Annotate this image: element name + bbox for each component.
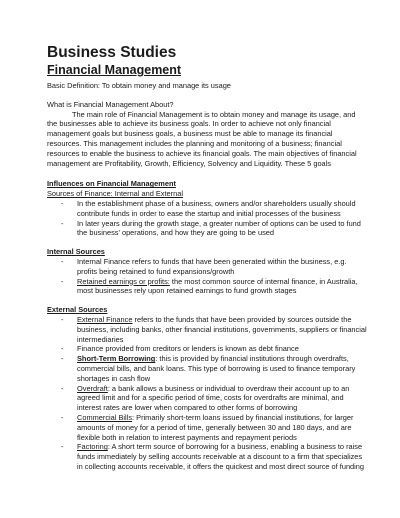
about-heading: What is Financial Management About? — [47, 99, 174, 109]
list-item: - Finance provided from creditors or lenders is known as debt finance — [61, 344, 299, 354]
list-item: - External Finance refers to the funds that have been provided by sources outside the business, including banks, other financial institutions, governments, suppliers or financial intermediaries — [61, 314, 367, 344]
term: External Finance — [77, 314, 133, 324]
term: Factoring — [77, 442, 108, 452]
document-body — [47, 81, 367, 472]
term: Overdraft — [77, 383, 108, 393]
list-item: - In the establishment phase of a business, owners and/or shareholders usually should contribute funds in order to ease the startup and initial processes of the business — [61, 198, 356, 218]
influences-heading: Influences on Financial Management — [47, 179, 176, 189]
list-item: - In later years during the growth stage, a greater number of options can be used to fund the business' operations, and how they are going to be used — [61, 218, 361, 238]
page-title: Business Studies — [47, 44, 177, 61]
term: Retained earnings or profits: — [77, 276, 170, 286]
basic-definition: Basic Definition: To obtain money and manage its usage — [47, 81, 231, 90]
sources-heading: Sources of Finance: Internal and External — [47, 189, 183, 199]
list-item: - Commercial Bills: Primarily short-term loans issued by financial institutions, for larger amounts of money for a period of time, generally between 30 and 180 days, and are flexible both in relation to interest payments and repayment periods — [61, 412, 354, 442]
section-title: Financial Management — [47, 63, 182, 77]
list-item: - Short-Term Borrowing: this is provided by financial institutions through overdrafts, commercial bills, and bank loans. This type of borrowing is used to finance temporary shortages in cash flow — [61, 354, 356, 383]
internal-heading: Internal Sources — [47, 247, 105, 257]
list-item: - Overdraft: a bank allows a business or individual to overdraw their account up to an agreed limit and for a specific period of time, costs for overdrafts are minimal, and interest rates are lower when compared to other forms of borrowing — [61, 383, 350, 413]
about-paragraph: The main role of Financial Management is to obtain money and manage its usage, and the businesses able to achieve its business goals. In order to achieve not only financial management goals but business goals, a business must be able to manage its financial resources. This management includes the planning and monitoring of a business; financial resources to enable the business to achieve its financial goals. The main objectives of financial management are Profitability, Growth, Efficiency, Solvency and Liquidity. These 5 goals — [47, 109, 357, 168]
list-item: - Internal Finance refers to funds that have been generated within the business, e.g. profits being retained to fund expansions/growth — [61, 256, 347, 276]
term: Short-Term Borrowing — [77, 354, 156, 364]
term: Commercial Bills — [77, 412, 133, 422]
external-heading: External Sources — [47, 305, 108, 315]
list-item: - Retained earnings or profits: the most common source of internal finance, in Australia, most businesses rely upon retained earnings to fund growth stages — [61, 276, 358, 296]
list-item: - Factoring: A short term source of borrowing for a business, enabling a business to raise funds immediately by selling accounts receivable at a discount to a firm that specializes in collecting accounts receivable, it offers the quickest and most direct source of funding — [61, 442, 365, 471]
